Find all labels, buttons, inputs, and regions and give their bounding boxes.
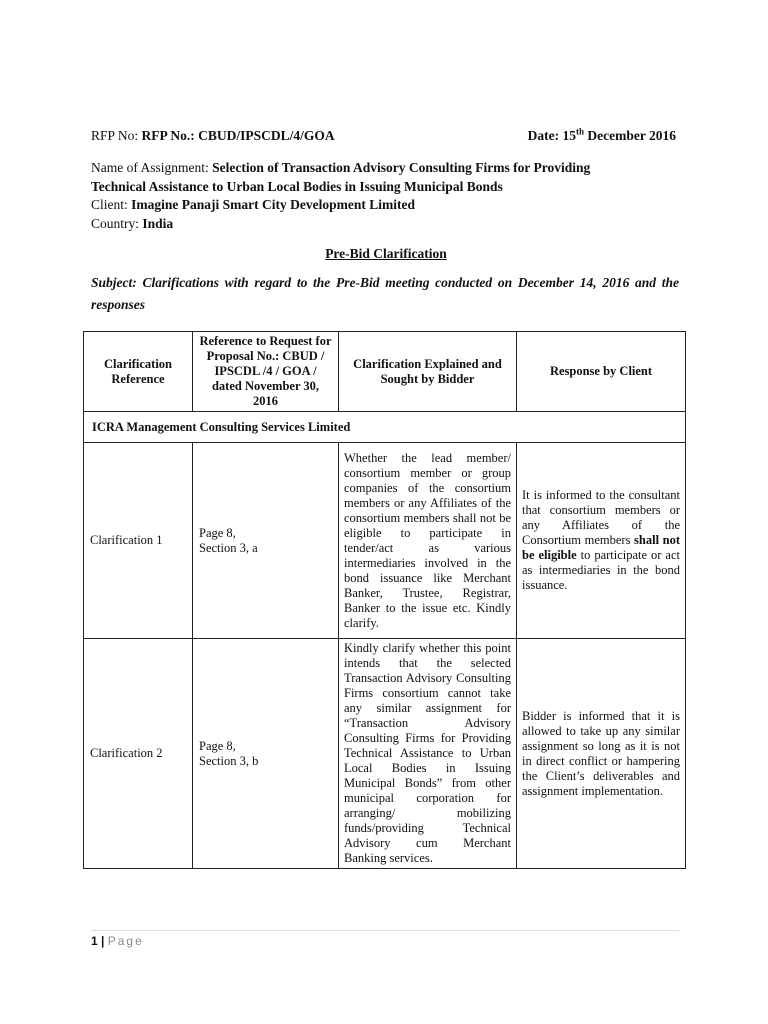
- rfp-value: RFP No.: CBUD/IPSCDL/4/GOA: [141, 128, 335, 143]
- assignment-value-line2: Technical Assistance to Urban Local Bodies in Issuing Municipal Bonds: [91, 179, 503, 194]
- table-row: [84, 443, 686, 639]
- clarification-reference: Clarification 2: [84, 639, 193, 869]
- rfp-reference-section: Section 3, b: [199, 753, 259, 768]
- table-header-row: [84, 332, 686, 412]
- rfp-reference-cell: [193, 639, 339, 869]
- table-group-row: [84, 412, 686, 443]
- page-footer: [91, 934, 144, 948]
- client-response: Bidder is informed that it is allowed to take up any similar assignment so long as it is not in direct conflict or hampering the Client’s deliverables and assignment implementation.: [517, 639, 686, 869]
- rfp-number-line: [91, 128, 676, 144]
- header-response-by-client: Response by Client: [517, 332, 686, 412]
- client-value: Imagine Panaji Smart City Development Limited: [131, 197, 415, 212]
- clarification-table: [83, 331, 686, 869]
- client-response: [517, 443, 686, 639]
- rfp-reference-page: Page 8,: [199, 738, 236, 753]
- clarification-sought: Whether the lead member/ consortium member or group companies of the consortium members or any Affiliates of the consortium members shall not be eligible to participate in tender/act as various intermediaries involved in the bond issuance like Merchant Banker, Trustee, Registrar, Banker to the issue etc. Kindly clarify.: [339, 443, 517, 639]
- rfp-reference-section: Section 3, a: [199, 540, 258, 555]
- assignment-value-line1: Selection of Transaction Advisory Consulting Firms for Providing: [212, 160, 591, 175]
- client-label: Client:: [91, 197, 128, 212]
- rfp-label: RFP No:: [91, 128, 139, 143]
- date-prefix: Date: 15: [527, 128, 577, 143]
- response-text-part2: to participate or act as intermediaries in the bond issuance.: [522, 548, 680, 592]
- page-number: 1: [91, 934, 98, 948]
- header-clarification-reference: Clarification Reference: [84, 332, 193, 412]
- clarification-reference: Clarification 1: [84, 443, 193, 639]
- clarification-sought: Kindly clarify whether this point intends that the selected Transaction Advisory Consulting Firms consortium cannot take any similar assignment for “Transaction Advisory Consulting Firms for Providing Technical Assistance to Urban Local Bodies in Issuing Municipal Bonds” from other municipal corporation for arranging/ mobilizing funds/providing Technical Advisory cum Merchant Banking services.: [339, 639, 517, 869]
- header-clarification-sought: Clarification Explained and Sought by Bidder: [339, 332, 517, 412]
- section-title: Pre-Bid Clarification: [325, 246, 447, 261]
- country-line: [91, 216, 173, 232]
- client-line: [91, 197, 415, 213]
- footer-divider: [91, 930, 679, 931]
- response-text-part1: It is informed to the consultant that consortium members or any Affiliates of the Consortium members: [522, 488, 680, 547]
- assignment-label: Name of Assignment:: [91, 160, 209, 175]
- country-value: India: [142, 216, 174, 231]
- rfp-reference-page: Page 8,: [199, 525, 236, 540]
- table-row: [84, 639, 686, 869]
- group-name: ICRA Management Consulting Services Limited: [84, 412, 686, 443]
- footer-separator: |: [101, 934, 105, 948]
- date-suffix: December 2016: [584, 128, 676, 143]
- response-emphasis: shall not be eligible: [522, 533, 680, 562]
- rfp-reference-cell: [193, 443, 339, 639]
- date-superscript: th: [576, 126, 585, 137]
- assignment-line: [91, 160, 590, 176]
- country-label: Country:: [91, 216, 140, 231]
- page-word: Page: [107, 934, 144, 948]
- date-line: [528, 128, 676, 144]
- header-rfp-reference: Reference to Request for Proposal No.: CBUD / IPSCDL /4 / GOA / dated November 30, 2016: [193, 332, 339, 412]
- subject-line: Subject: Clarifications with regard to the Pre-Bid meeting conducted on December 14, 2016 and the responses: [91, 275, 679, 312]
